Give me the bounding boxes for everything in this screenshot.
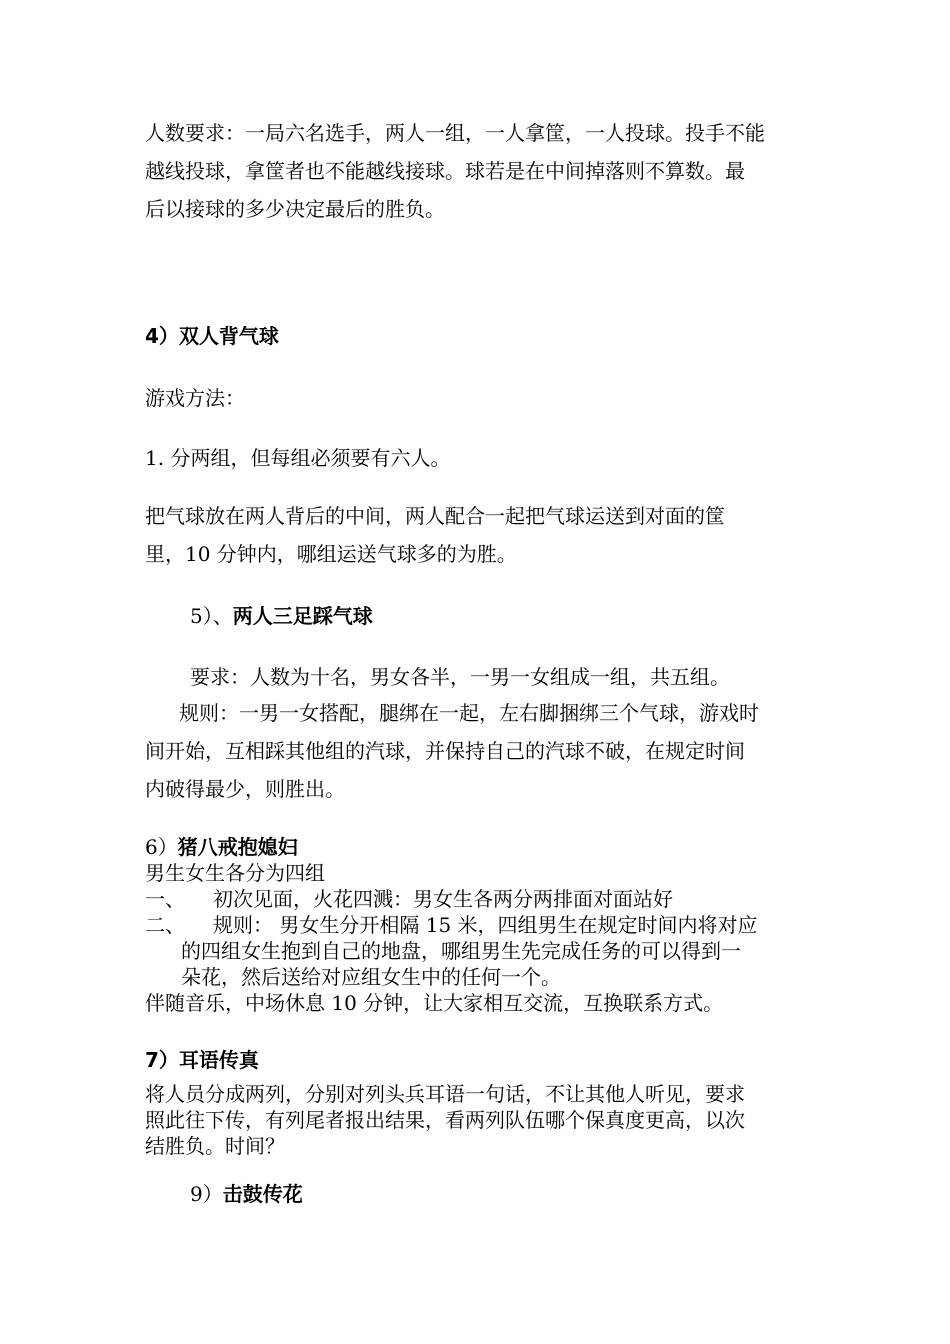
text-line: 间开始，互相踩其他组的汽球，并保持自己的汽球不破，在规定时间	[145, 739, 745, 763]
section7-paragraph	[145, 1081, 815, 1159]
list-text: 规则： 男女生分开相隔 15 米，四组男生在规定时间内将对应	[213, 913, 758, 937]
list-text: 初次见面，火花四溅：男女生各两分两排面对面站好	[213, 887, 673, 911]
method-label: 游戏方法：	[145, 386, 245, 410]
intro-text: 男生女生各分为四组	[145, 861, 325, 885]
text-line: 结胜负。时间？	[145, 1134, 285, 1158]
section9-heading	[190, 1178, 860, 1207]
section-title: 两人三足踩气球	[232, 604, 373, 628]
section-number: 4）	[145, 324, 179, 348]
section4-heading	[145, 320, 815, 349]
text-line: 后以接球的多少决定最后的胜负。	[145, 197, 445, 221]
section-title: 双人背气球	[178, 324, 279, 348]
section-number: 6）	[145, 835, 178, 859]
text-line: 规则：一男一女搭配，腿绑在一起，左右脚捆绑三个气球，游戏时	[179, 701, 759, 725]
text-line: 内破得最少，则胜出。	[145, 777, 345, 801]
section-title: 猪八戒抱媳妇	[177, 835, 298, 859]
section-title: ）耳语传真	[158, 1048, 259, 1072]
section4-description	[145, 497, 815, 573]
text-line: 里，10 分钟内，哪组运送气球多的为胜。	[145, 542, 517, 566]
section6-heading	[145, 834, 815, 860]
closing-text: 伴随音乐，中场休息 10 分钟，让大家相互交流，互换联系方式。	[145, 991, 724, 1015]
list-number: 二、	[145, 913, 185, 937]
section7-heading	[145, 1044, 815, 1073]
step-1: 1. 分两组，但每组必须要有六人。	[145, 446, 451, 470]
section5-heading	[190, 600, 860, 629]
list-item-2	[145, 912, 815, 938]
section-number: 7	[145, 1048, 159, 1072]
requirement-text: 要求：人数为十名，男女各半，一男一女组成一组，共五组。	[190, 665, 730, 689]
section-number: 5）、	[190, 604, 233, 628]
rules-paragraph	[145, 694, 815, 808]
list-item-2-continued: 的四组女生抱到自己的地盘，哪组男生先完成任务的可以得到一	[181, 939, 741, 963]
text-line: 越线投球，拿筐者也不能越线接球。球若是在中间掉落则不算数。最	[145, 159, 745, 183]
section-title: 击鼓传花	[222, 1182, 303, 1206]
text-line: 照此往下传，有列尾者报出结果，看两列队伍哪个保真度更高，以次	[145, 1108, 745, 1132]
section3-paragraph	[145, 114, 815, 228]
list-item-1	[145, 886, 815, 912]
text-line: 把气球放在两人背后的中间，两人配合一起把气球运送到对面的筐	[145, 504, 725, 528]
text-line: 将人员分成两列，分别对列头兵耳语一句话，不让其他人听见，要求	[145, 1082, 745, 1106]
text-line: 人数要求：一局六名选手，两人一组，一人拿筐，一人投球。投手不能	[145, 121, 765, 145]
list-item-2-continued: 朵花，然后送给对应组女生中的任何一个。	[181, 965, 561, 989]
section6-block	[145, 834, 815, 1016]
list-number: 一、	[145, 887, 185, 911]
section-number: 9）	[190, 1182, 223, 1206]
